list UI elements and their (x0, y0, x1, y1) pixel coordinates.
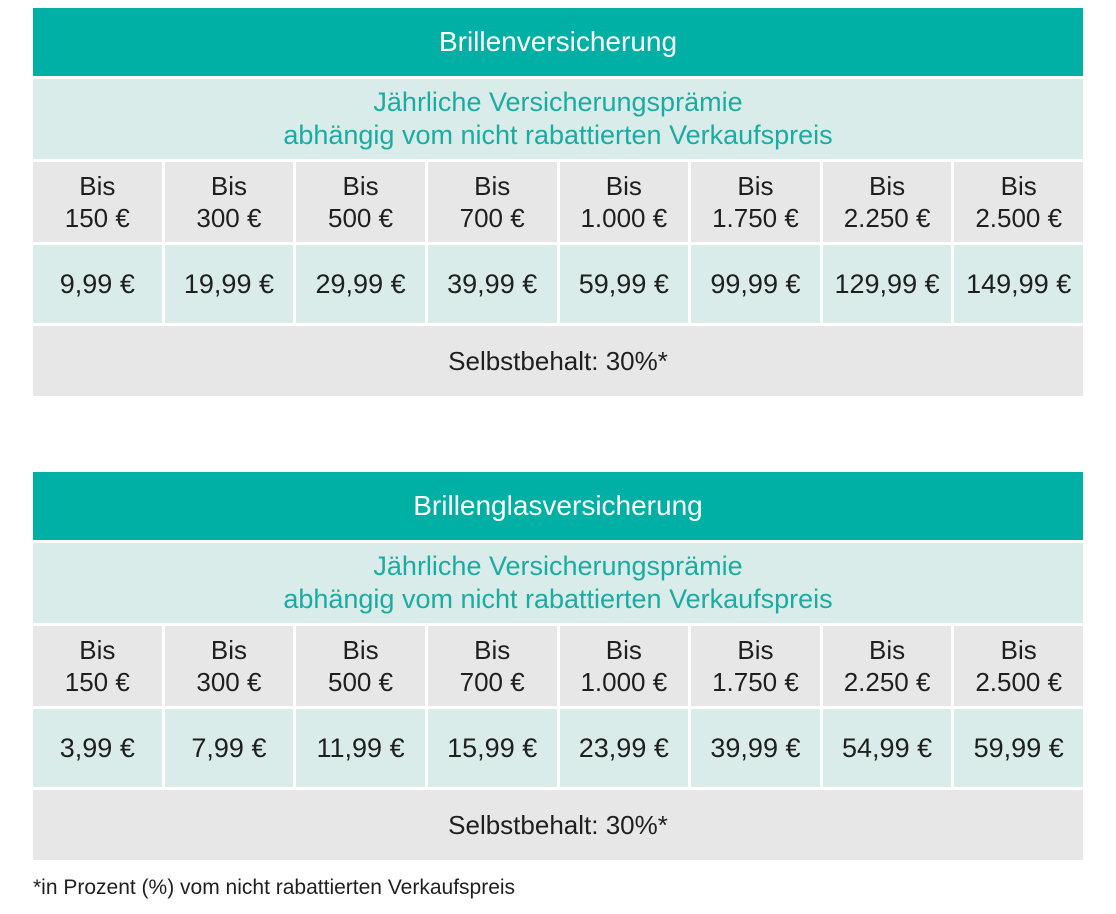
price-range-header (296, 626, 425, 706)
price-range-header (691, 626, 820, 706)
price-range-header (33, 162, 162, 242)
header-amount: 150 € (64, 667, 130, 697)
header-label: Bis (474, 171, 511, 201)
premium-value-cell: 59,99 € (954, 709, 1083, 787)
header-label: Bis (342, 635, 379, 665)
subtitle-line-2: abhängig vom nicht rabattierten Verkaufspreis (283, 120, 833, 150)
header-amount: 2.250 € (843, 667, 931, 697)
price-range-header (560, 626, 689, 706)
table-subtitle (33, 79, 1083, 159)
premium-value-cell: 9,99 € (33, 245, 162, 323)
premium-value-cell: 23,99 € (560, 709, 689, 787)
header-label: Bis (210, 171, 247, 201)
price-range-header (296, 162, 425, 242)
header-amount: 2.500 € (975, 203, 1063, 233)
brillenversicherung-table (33, 8, 1083, 396)
price-range-header (33, 626, 162, 706)
header-amount: 500 € (328, 667, 394, 697)
premium-value-cell: 29,99 € (296, 245, 425, 323)
header-amount: 1.000 € (580, 203, 668, 233)
header-amount: 700 € (459, 667, 525, 697)
premium-value-cell: 149,99 € (954, 245, 1083, 323)
price-range-header (823, 162, 952, 242)
header-amount: 300 € (196, 203, 262, 233)
price-range-header (428, 162, 557, 242)
price-range-header (691, 162, 820, 242)
premium-value-row (33, 245, 1083, 323)
header-amount: 2.250 € (843, 203, 931, 233)
price-range-header (165, 162, 294, 242)
header-label: Bis (1000, 635, 1037, 665)
header-amount: 1.750 € (712, 667, 799, 697)
header-label: Bis (79, 171, 116, 201)
header-label: Bis (1000, 171, 1037, 201)
table-subtitle (33, 543, 1083, 623)
brillenglasversicherung-table (33, 472, 1083, 860)
header-amount: 1.750 € (712, 203, 799, 233)
header-label: Bis (79, 635, 116, 665)
price-range-header (823, 626, 952, 706)
premium-value-cell: 99,99 € (691, 245, 820, 323)
subtitle-line-1: Jährliche Versicherungsprämie (373, 87, 743, 117)
premium-value-cell: 15,99 € (428, 709, 557, 787)
footnote: *in Prozent (%) vom nicht rabattierten Verkaufspreis (33, 876, 516, 899)
premium-value-row (33, 709, 1083, 787)
price-range-header (954, 626, 1083, 706)
header-label: Bis (605, 635, 642, 665)
premium-value-cell: 7,99 € (165, 709, 294, 787)
subtitle-line-1: Jährliche Versicherungsprämie (373, 551, 743, 581)
premium-value-cell: 11,99 € (296, 709, 425, 787)
table-title: Brillenglasversicherung (33, 472, 1083, 540)
header-amount: 2.500 € (975, 667, 1063, 697)
header-label: Bis (474, 635, 511, 665)
price-range-header (560, 162, 689, 242)
header-label: Bis (342, 171, 379, 201)
price-range-header-row (33, 626, 1083, 706)
premium-value-cell: 59,99 € (560, 245, 689, 323)
header-amount: 1.000 € (580, 667, 668, 697)
header-amount: 700 € (459, 203, 525, 233)
premium-value-cell: 3,99 € (33, 709, 162, 787)
deductible-row: Selbstbehalt: 30%* (33, 326, 1083, 396)
header-label: Bis (605, 171, 642, 201)
price-range-header (428, 626, 557, 706)
price-range-header (954, 162, 1083, 242)
premium-value-cell: 54,99 € (823, 709, 952, 787)
table-title: Brillenversicherung (33, 8, 1083, 76)
deductible-row: Selbstbehalt: 30%* (33, 790, 1083, 860)
header-amount: 150 € (64, 203, 130, 233)
header-label: Bis (737, 635, 774, 665)
premium-value-cell: 39,99 € (691, 709, 820, 787)
header-label: Bis (869, 635, 906, 665)
premium-value-cell: 19,99 € (165, 245, 294, 323)
subtitle-line-2: abhängig vom nicht rabattierten Verkaufspreis (283, 584, 833, 614)
premium-value-cell: 39,99 € (428, 245, 557, 323)
header-label: Bis (737, 171, 774, 201)
header-amount: 500 € (328, 203, 394, 233)
header-label: Bis (869, 171, 906, 201)
price-range-header-row (33, 162, 1083, 242)
price-range-header (165, 626, 294, 706)
header-label: Bis (210, 635, 247, 665)
header-amount: 300 € (196, 667, 262, 697)
premium-value-cell: 129,99 € (823, 245, 952, 323)
